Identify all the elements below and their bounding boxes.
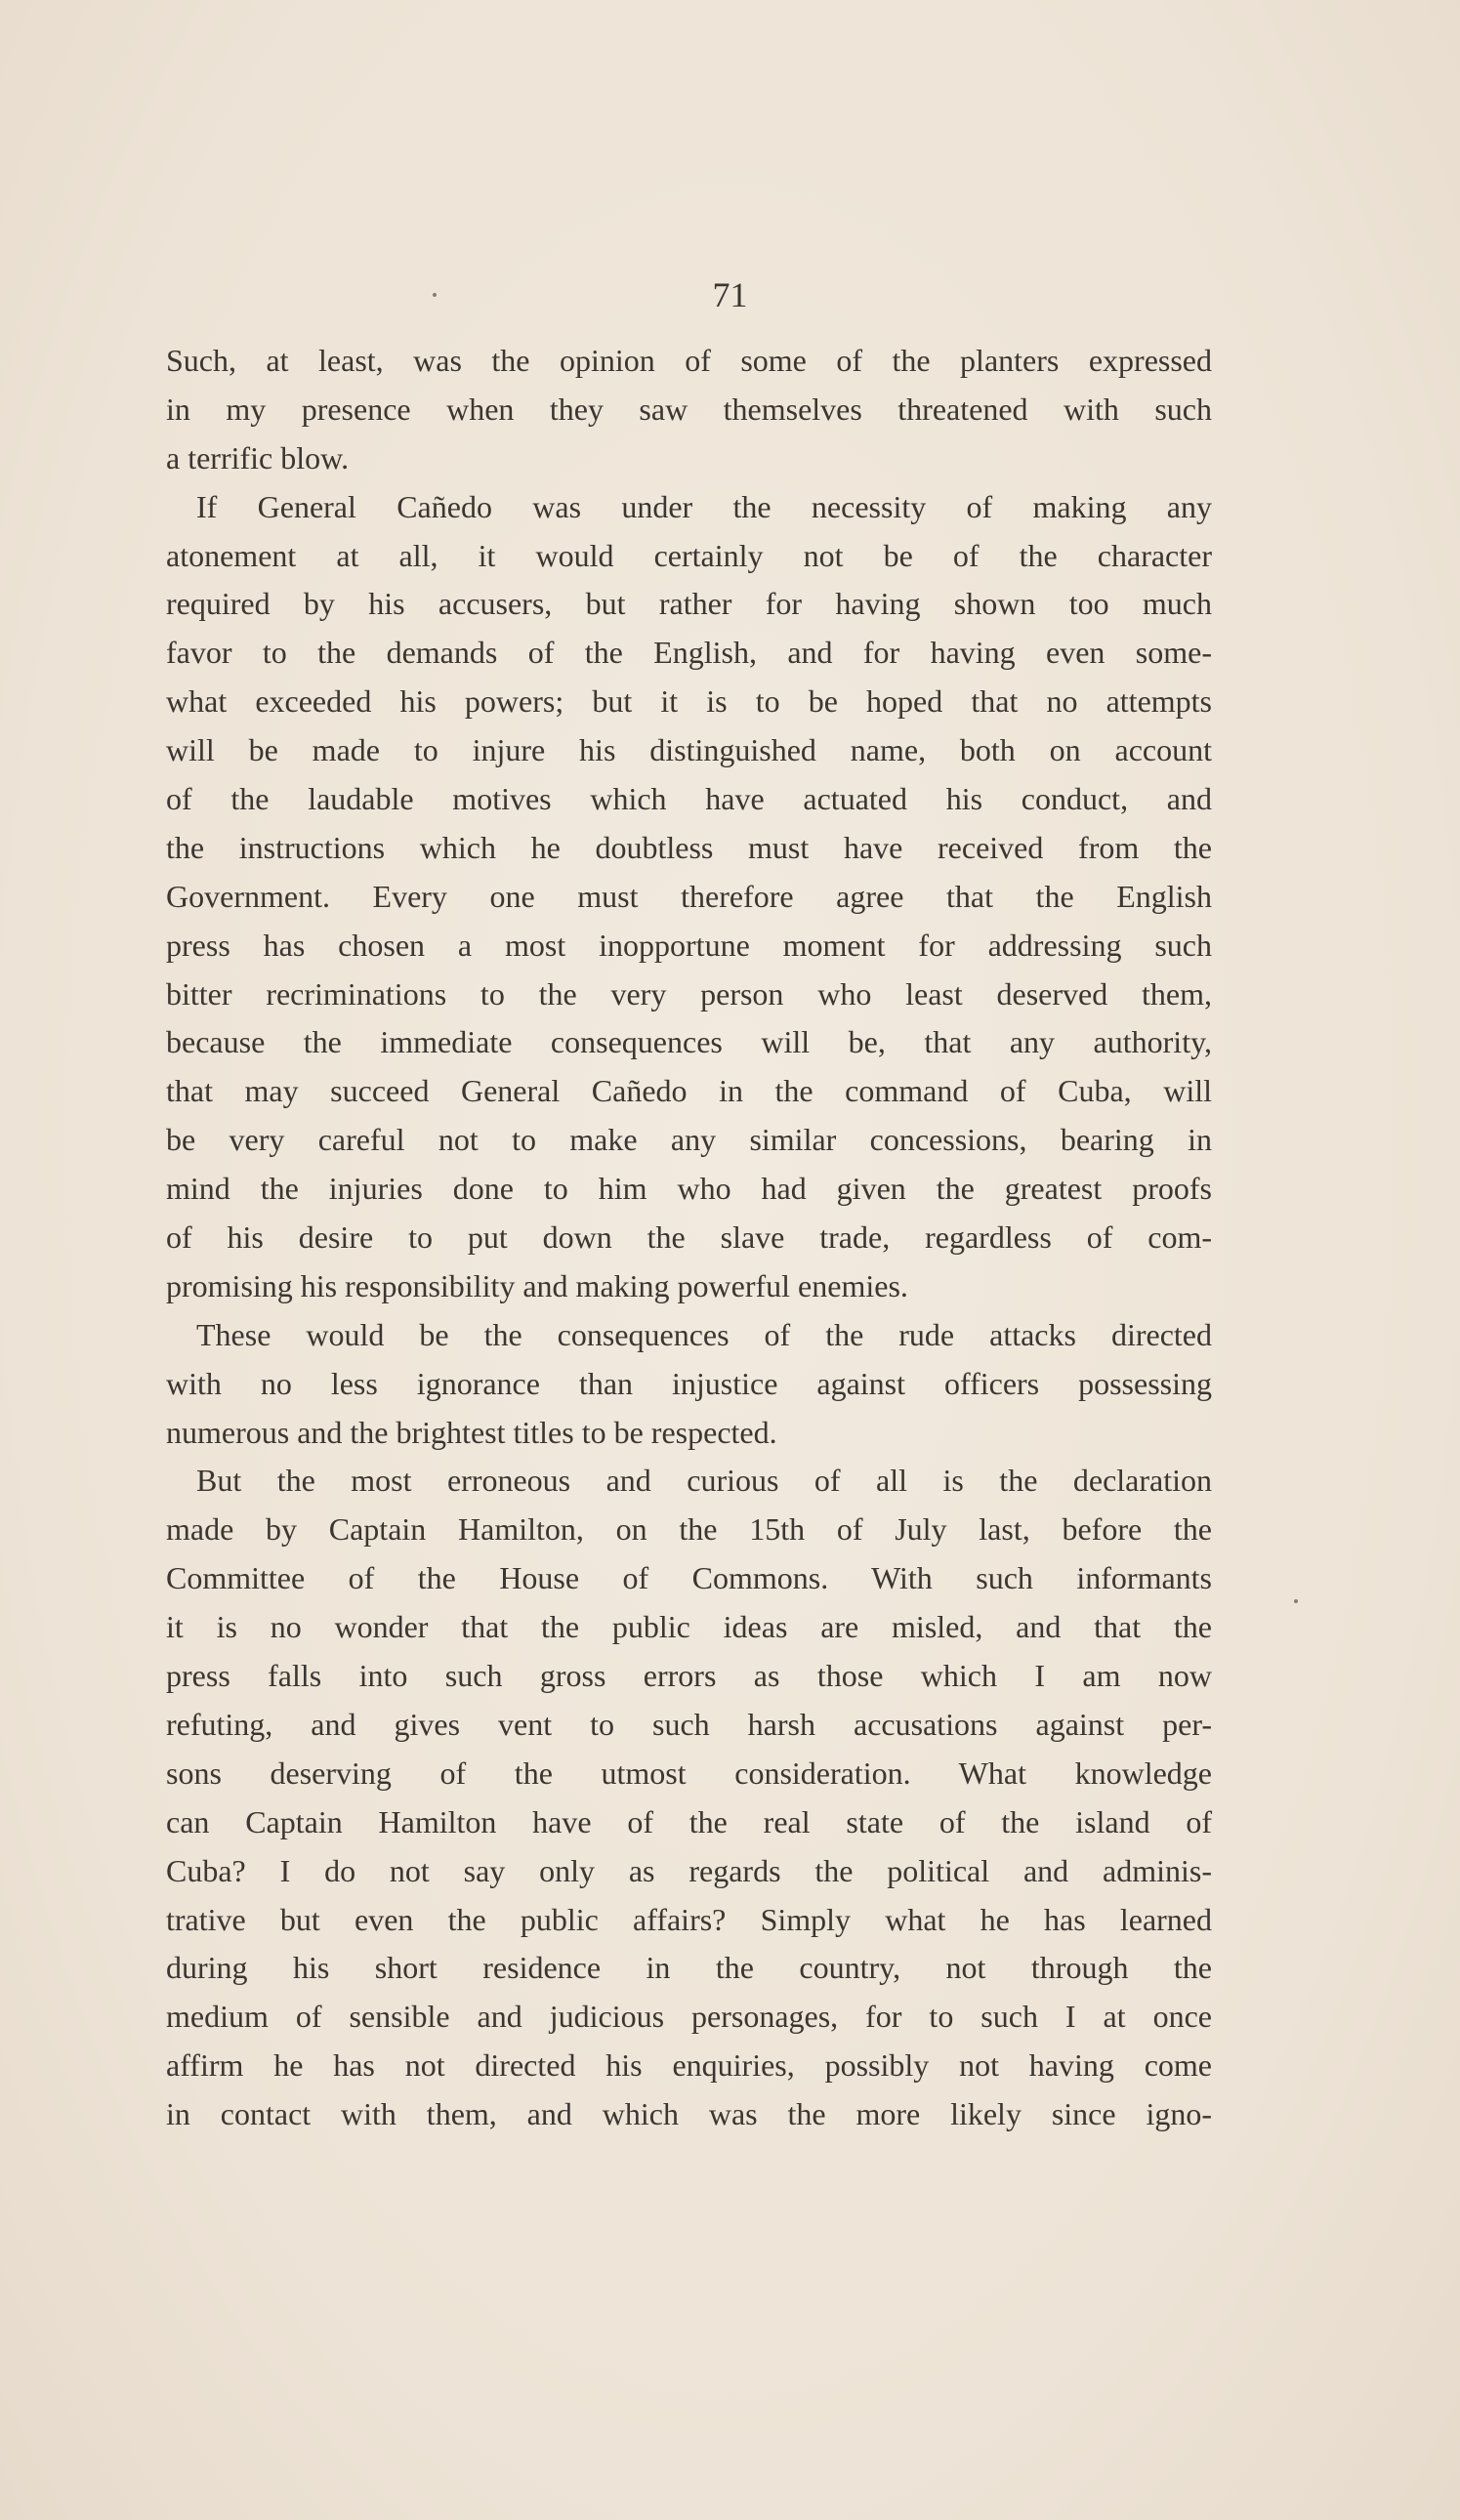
text-line: of the laudable motives which have actuated his conduct, and (166, 781, 1212, 817)
text-line: be very careful not to make any similar concessions, bearing in (166, 1122, 1212, 1158)
text-line: during his short residence in the country, not through the (166, 1950, 1212, 1986)
text-line: with no less ignorance than injustice against officers possessing (166, 1365, 1212, 1401)
paper-speck (433, 293, 437, 297)
text-line: Cuba? I do not say only as regards the political and adminis- (166, 1852, 1212, 1888)
text-line: sons deserving of the utmost consideration. What knowledge (166, 1755, 1212, 1791)
text-line: in contact with them, and which was the more likely since igno- (166, 2096, 1212, 2132)
text-line: that may succeed General Cañedo in the command of Cuba, will (166, 1073, 1212, 1109)
text-line: affirm he has not directed his enquiries, possibly not having come (166, 2047, 1212, 2084)
text-line: required by his accusers, but rather for having shown too much (166, 586, 1212, 622)
text-line: mind the injuries done to him who had given the greatest proofs (166, 1171, 1212, 1207)
text-line: Committee of the House of Commons. With such informants (166, 1560, 1212, 1596)
text-line: press has chosen a most inopportune moment for addressing such (166, 927, 1212, 963)
text-line: because the immediate consequences will be, that any authority, (166, 1024, 1212, 1060)
text-line: numerous and the brightest titles to be respected. (166, 1414, 777, 1450)
text-line: Government. Every one must therefore agree that the English (166, 878, 1212, 914)
text-line: These would be the consequences of the rude attacks directed (196, 1316, 1212, 1352)
text-line: atonement at all, it would certainly not be of the character (166, 537, 1212, 573)
text-line: trative but even the public affairs? Simply what he has learned (166, 1901, 1212, 1937)
text-line: favor to the demands of the English, and for having even some- (166, 635, 1212, 671)
text-line: bitter recriminations to the very person who least deserved them, (166, 975, 1212, 1012)
body-text (166, 337, 1212, 2139)
text-line: Such, at least, was the opinion of some of the planters expressed (166, 343, 1212, 378)
text-line: promising his responsibility and making powerful enemies. (166, 1267, 908, 1303)
text-line: what exceeded his powers; but it is to be hoped that no attempts (166, 683, 1212, 720)
text-line: medium of sensible and judicious personages, for to such I at once (166, 1999, 1212, 2035)
text-line: made by Captain Hamilton, on the 15th of July last, before the (166, 1511, 1212, 1548)
text-line: But the most erroneous and curious of all is the declaration (196, 1463, 1212, 1499)
text-line: If General Cañedo was under the necessity of making any (196, 488, 1212, 524)
text-line: will be made to injure his distinguished name, both on account (166, 732, 1212, 768)
paper-speck (1294, 1599, 1298, 1603)
text-line: it is no wonder that the public ideas are misled, and that the (166, 1609, 1212, 1645)
text-line: refuting, and gives vent to such harsh accusations against per- (166, 1706, 1212, 1742)
text-line: in my presence when they saw themselves threatened with such (166, 391, 1212, 427)
text-line: a terrific blow. (166, 439, 350, 475)
text-line: of his desire to put down the slave trade, regardless of com- (166, 1219, 1212, 1256)
text-line: can Captain Hamilton have of the real state of the island of (166, 1803, 1212, 1839)
text-line: press falls into such gross errors as those which I am now (166, 1658, 1212, 1694)
page-number: 71 (712, 275, 748, 314)
text-line: the instructions which he doubtless must have received from the (166, 829, 1212, 865)
